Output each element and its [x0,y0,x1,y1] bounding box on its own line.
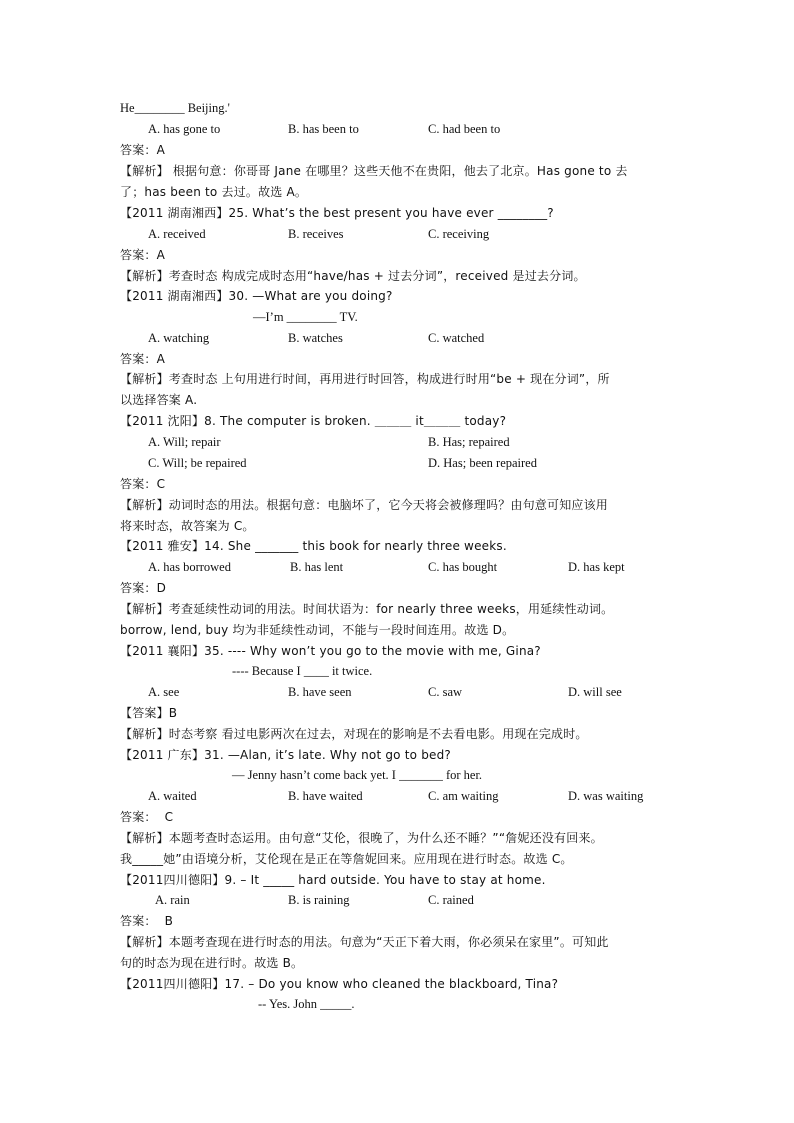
answer-option: C. am waiting [428,789,499,803]
text-line: 我_____她”由语境分析，艾伦现在是正在等詹妮回来。应用现在进行时态。故选 C。 [120,852,573,866]
answer-option: C. rained [428,893,474,907]
answer-option: D. has kept [568,560,625,574]
text-line: 【2011 襄阳】35. ---- Why won’t you go to the movie with me, Gina? [120,644,541,658]
text-line: 答案：A [120,352,166,366]
text-line: 【2011四川德阳】9. – It _____ hard outside. You have to stay at home. [120,873,546,887]
answer-option: D. was waiting [568,789,644,803]
text-line: 【解析】考查时态 构成完成时态用“have/has + 过去分词”，received 是过去分词。 [120,269,586,283]
text-line: borrow, lend, buy 均为非延续性动词，不能与一段时间连用。故选 D。 [120,623,515,637]
answer-option: A. watching [148,331,210,345]
answer-option: C. watched [428,331,485,345]
answer-option: B. watches [288,331,343,345]
answer-option: A. see [148,685,180,699]
text-line: 答案： B [120,914,174,928]
text-line: 答案：A [120,248,166,262]
text-line: 【解析】考查时态 上句用进行时间，再用进行时回答，构成进行时用“be + 现在分词”，所 [120,372,610,386]
answer-option: C. Will; be repaired [148,456,247,470]
answer-option: C. saw [428,685,463,699]
answer-option: C. had been to [428,122,501,136]
answer-option: —I’m ________ TV. [253,310,358,324]
text-line: 【2011 湖南湘西】30. —What are you doing? [120,289,393,303]
text-line: 【解析】时态考察 看过电影两次在过去，对现在的影响是不去看电影。用现在完成时。 [120,727,588,741]
answer-option: B. is raining [288,893,350,907]
answer-option: A. rain [155,893,190,907]
text-line: 【2011四川德阳】17. – Do you know who cleaned the blackboard, Tina? [120,977,559,991]
text-line: 以选择答案 A. [120,393,198,407]
answer-option: A. received [148,227,206,241]
text-line: 【解析】本题考查时态运用。由句意“艾伦，很晚了，为什么还不睡？”“詹妮还没有回来。 [120,831,603,845]
answer-option: B. has been to [288,122,359,136]
answer-option: B. have seen [288,685,352,699]
answer-option: C. receiving [428,227,490,241]
text-line: He________ Beijing.' [120,101,230,115]
text-line: 答案：C [120,477,166,491]
text-line: 【2011 沈阳】8. The computer is broken. ＿＿＿ it＿＿＿ today? [120,414,507,428]
answer-option: A. has borrowed [148,560,231,574]
answer-option: B. receives [288,227,344,241]
text-line: 句的时态为现在进行时。故选 B。 [120,956,304,970]
answer-option: C. has bought [428,560,498,574]
text-line: 【解析】动词时态的用法。根据句意：电脑坏了，它今天将会被修理吗？由句意可知应该用 [120,498,609,512]
answer-option: A. waited [148,789,197,803]
text-line: 【2011 湖南湘西】25. What’s the best present you have ever ________? [120,206,554,220]
text-line: 【2011 雅安】14. She _______ this book for nearly three weeks. [120,539,507,553]
answer-option: — Jenny hasn’t come back yet. I _______ for her. [232,768,483,782]
text-line: 答案：A [120,143,166,157]
text-line: 【解析】考查延续性动词的用法。时间状语为：for nearly three weeks，用延续性动词。 [120,602,614,616]
text-line: 将来时态，故答案为 C。 [120,519,255,533]
answer-option: A. has gone to [148,122,221,136]
answer-option: D. will see [568,685,622,699]
answer-option: B. has lent [290,560,344,574]
answer-option: -- Yes. John _____. [258,997,355,1011]
text-line: 【2011 广东】31. —Alan, it’s late. Why not go to bed? [120,748,451,762]
answer-option: B. Has; repaired [428,435,510,449]
answer-option: D. Has; been repaired [428,456,537,470]
text-line: 【解析】 根据句意：你哥哥 Jane 在哪里？这些天他不在贵阳，他去了北京。Has gone to 去 [120,164,628,178]
text-line: 了；has been to 去过。故选 A。 [120,185,308,199]
text-line: 【解析】本题考查现在进行时态的用法。句意为“天正下着大雨，你必须呆在家里”。可知此 [120,935,609,949]
answer-option: B. have waited [288,789,363,803]
answer-option: ---- Because I ____ it twice. [232,664,373,678]
text-line: 答案：D [120,581,167,595]
answer-option: A. Will; repair [148,435,221,449]
text-line: 答案： C [120,810,174,824]
text-line: 【答案】B [120,706,178,720]
